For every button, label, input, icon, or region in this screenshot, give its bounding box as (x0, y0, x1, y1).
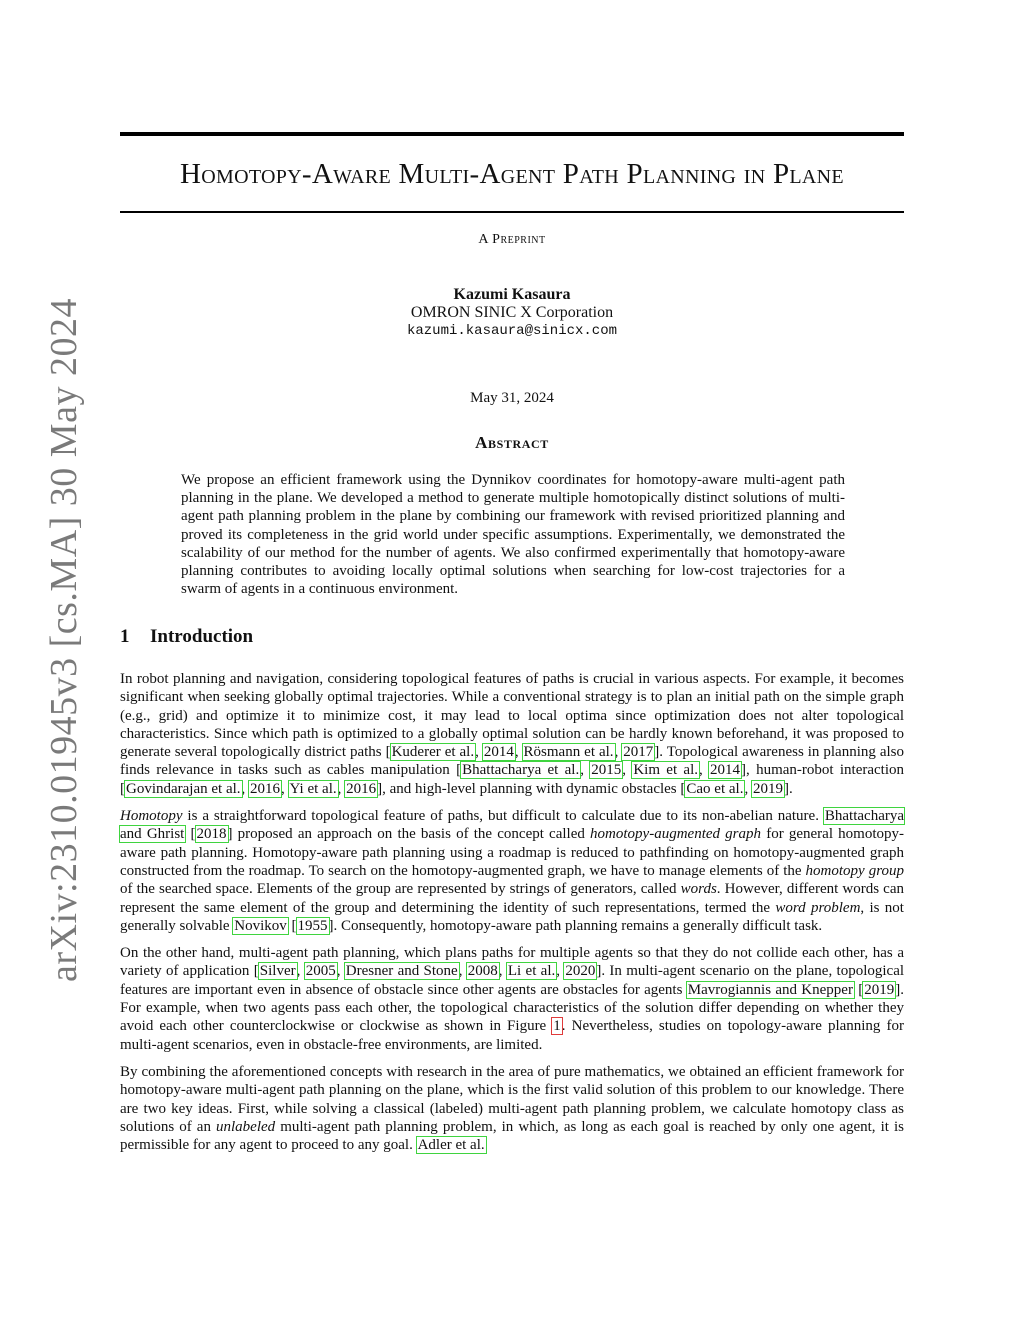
paragraph-text: [ (185, 826, 196, 843)
paragraph-text: ], human-robot interaction [ (120, 762, 905, 797)
paragraph-text: In robot planning and navigation, considering topological features of paths is crucial in various aspects. For example, it becomes significant when seeking globally optimal trajectories. While a conventional strategy is to plan an initial path on the simple graph (e.g., grid) and optimize it to minimize cost, it may lead to local optima since optimization does not alter topological characteristics. Since which path is optimized to a globally optimal solution can be hardly known beforehand, it was proposed to generate several topologically district paths [ (120, 671, 904, 761)
paragraph-text: , (241, 780, 250, 797)
paragraph-text: . However, different words can represent the same element of the group and determining the identity of such representations, termed the (120, 881, 904, 916)
paragraph-text: , (336, 963, 345, 980)
preprint-label: A Preprint (478, 232, 546, 247)
abstract-heading: Abstract (475, 433, 549, 452)
citation-link[interactable]: 2016 (346, 780, 377, 797)
citation-link[interactable]: Adler et al. (417, 1137, 485, 1154)
paragraph-text: , (514, 744, 523, 761)
paragraph-text: , (556, 963, 565, 980)
citation-link[interactable]: 2017 (623, 744, 654, 761)
paragraph-text: , is not generally solvable (120, 899, 904, 934)
paragraph-text: On the other hand, multi-agent path planning, which plans paths for multiple agents so that they do not collide each other, has a variety of application [ (120, 945, 904, 980)
citation-link[interactable]: 2019 (864, 981, 895, 998)
citation-link[interactable]: 2005 (305, 963, 336, 980)
author-affiliation: OMRON SINIC X Corporation (410, 304, 614, 321)
paper-title: Homotopy-Aware Multi-Agent Path Planning in Plane (180, 158, 844, 190)
citation-link[interactable]: Dresner and Stone (345, 963, 458, 980)
paragraph-text: multi-agent path planning problem, in which, as long as each goal is reached by only one agent, it is permissible for any agent to proceed to any goal. (120, 1118, 904, 1154)
figure-reference-link[interactable]: 1 (553, 1018, 561, 1035)
paragraph-text: By combining the aforementioned concepts with research in the area of pure mathematics, we obtained an efficient framework for homotopy-aware multi-agent path planning on the plane, which is the first valid solution of this problem to our knowledge. There are two key ideas. First, while solving a classical (labeled) multi-agent path planning problem, we calculate homotopy class as solutions of an (120, 1063, 904, 1135)
citation-link[interactable]: Silver (259, 963, 296, 980)
paragraph-text: ]. For example, when two agents pass each other, the topological characteristics of the solution differ depending on whether they avoid each other counterclockwise or clockwise as shown in Figure (120, 981, 904, 1035)
citation-link[interactable]: 2016 (250, 780, 281, 797)
paragraph-text: ] proposed an approach on the basis of the concept called (227, 826, 591, 843)
title-bottom-rule (120, 211, 904, 213)
citation-link[interactable]: 2020 (565, 963, 596, 980)
emphasis-text: homotopy-augmented graph (590, 826, 762, 843)
section-title: Introduction (150, 626, 254, 647)
paragraph-text: . Nevertheless, studies on topology-aware planning for multi-agent scenarios, even in obstacle-free environments, are limited. (120, 1018, 904, 1053)
arxiv-identifier-stamp: arXiv:2310.01945v3 [cs.MA] 30 May 2024 (43, 298, 85, 982)
citation-link[interactable]: Novikov (234, 917, 287, 934)
paragraph-text: of the searched space. Elements of the group are represented by strings of generators, called (120, 881, 681, 898)
paragraph-text: , (744, 780, 752, 797)
title-top-rule (120, 132, 904, 136)
citation-link[interactable]: 2018 (196, 826, 227, 843)
paragraph-text: , (337, 780, 346, 797)
paragraph-3 (120, 944, 904, 1054)
citation-link[interactable]: Bhattacharya et al. (462, 762, 580, 779)
citation-link[interactable]: 2008 (467, 963, 498, 980)
paragraph-text: for general homotopy-aware path planning. Homotopy-aware path planning using a roadmap is reduced to pathfinding on homotopy-augmented graph constructed from the roadmap. To search on the homotopy-augmented graph, we have to manage elements of the (120, 826, 904, 879)
paragraph-text: [ (853, 981, 864, 998)
citation-link[interactable]: Kim et al. (633, 762, 698, 779)
citation-link[interactable]: Rösmann et al. (523, 744, 614, 761)
paragraph-text: , (580, 762, 591, 779)
citation-link[interactable]: Kuderer et al. (391, 744, 475, 761)
citation-link[interactable]: Cao et al. (686, 780, 744, 797)
citation-link[interactable]: Mavrogiannis and Knepper (687, 981, 853, 998)
citation-link[interactable]: 2014 (483, 744, 514, 761)
paragraph-text: ]. Topological awareness in planning also finds relevance in tasks such as cables manipulation [ (120, 744, 905, 779)
paragraph-text: , (614, 744, 623, 761)
emphasis-text: homotopy group (805, 862, 904, 879)
section-heading (120, 626, 253, 648)
citation-link[interactable]: Govindarajan et al. (126, 780, 241, 797)
citation-link[interactable]: Bhattacharya and Ghrist (120, 808, 904, 843)
paragraph-text: , (281, 780, 289, 797)
paragraph-text: ], and high-level planning with dynamic obstacles [ (377, 780, 686, 797)
citation-link[interactable]: Li et al. (507, 963, 556, 980)
citation-link[interactable]: 2019 (752, 780, 783, 797)
paragraph-text: , (475, 744, 483, 761)
introduction-body (120, 670, 904, 1163)
paragraph-4 (120, 1063, 904, 1154)
emphasis-text: unlabeled (216, 1118, 276, 1135)
author-name: Kazumi Kasaura (453, 286, 571, 303)
paragraph-text: , (498, 963, 507, 980)
emphasis-text: words (680, 881, 717, 898)
citation-link[interactable]: 2014 (710, 762, 741, 779)
paper-date: May 31, 2024 (470, 390, 554, 406)
emphasis-text: Homotopy (120, 808, 183, 825)
paragraph-1 (120, 670, 904, 798)
paragraph-text: , (296, 963, 305, 980)
paragraph-2 (120, 807, 904, 935)
paragraph-text: ]. Consequently, homotopy-aware path planning remains a generally difficult task. (328, 917, 823, 934)
paragraph-text: , (699, 762, 710, 779)
paragraph-text: ]. (783, 780, 793, 797)
abstract-text: We propose an efficient framework using the Dynnikov coordinates for homotopy-aware multi-agent path planning in the plane. We developed a method to generate multiple homotopically distinct solutions of multi-agent path planning problem in the plane by combining our framework with revised prioritized planning and proved its completeness in the grid world under specific assumptions. Experimentally, we demonstrated the scalability of our method for the number of agents. We also confirmed experimentally that homotopy-aware planning contributes to avoiding locally optimal solutions when searching for low-cost trajectories for a swarm of agents in a continuous environment. (181, 472, 845, 598)
section-number: 1 (120, 626, 130, 647)
citation-link[interactable]: 2015 (591, 762, 622, 779)
paragraph-text: , (622, 762, 633, 779)
paragraph-text: ]. In multi-agent scenario on the plane, topological features are important even in absence of obstacle since other agents are obstacles for agents (120, 963, 905, 998)
citation-link[interactable]: Yi et al. (289, 780, 337, 797)
emphasis-text: word problem (775, 899, 861, 916)
paragraph-text: , (458, 963, 467, 980)
paragraph-text: is a straightforward topological feature of paths, but difficult to calculate due to its non-abelian nature. (182, 808, 824, 825)
paragraph-text: [ (287, 917, 297, 934)
citation-link[interactable]: 1955 (297, 917, 328, 934)
author-email[interactable]: kazumi.kasaura@sinicx.com (406, 323, 618, 339)
